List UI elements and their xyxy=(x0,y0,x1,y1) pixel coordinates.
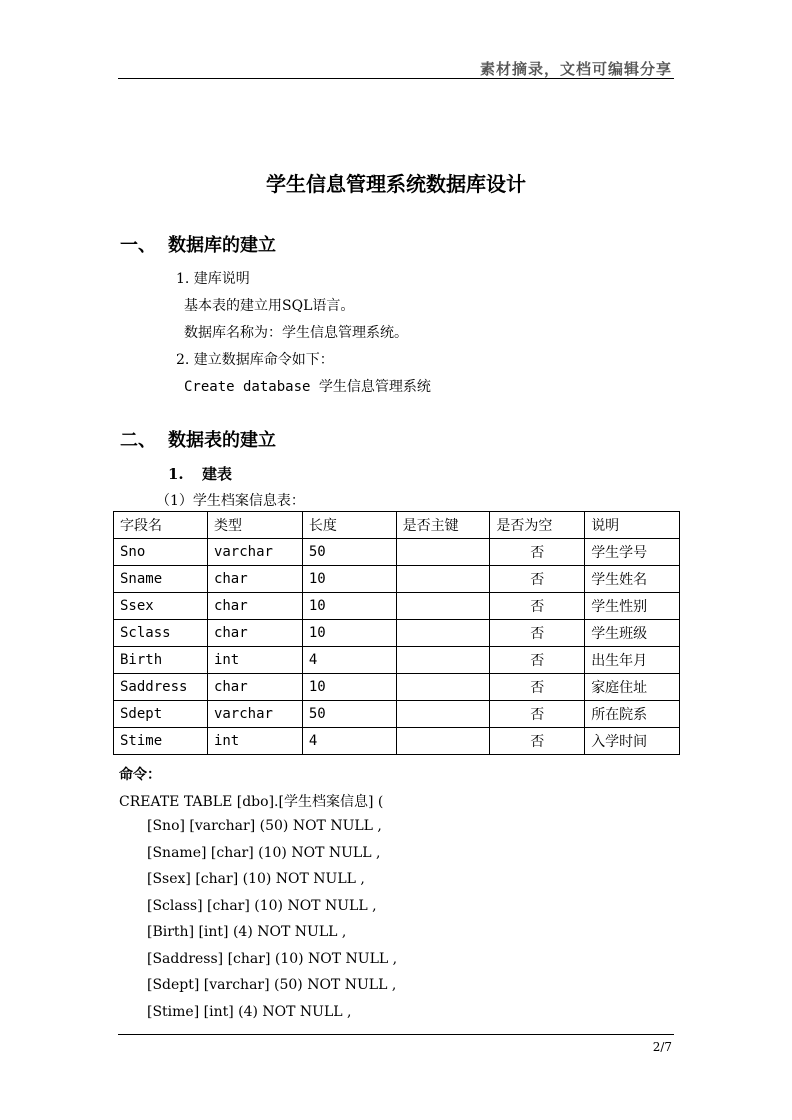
cell-nullable: 否 xyxy=(490,647,585,674)
section-1-title: 数据库的建立 xyxy=(168,235,276,256)
cell-field: Sdept xyxy=(114,701,208,728)
cell-nullable: 否 xyxy=(490,593,585,620)
sql-line: CREATE TABLE [dbo].[学生档案信息] ( xyxy=(119,794,384,810)
section-1-line-2: 基本表的建立用SQL语言。 xyxy=(184,298,355,314)
table-row xyxy=(114,647,680,674)
header-nullable: 是否为空 xyxy=(490,512,585,539)
table-row xyxy=(114,620,680,647)
cell-description: 家庭住址 xyxy=(585,674,680,701)
section-1-line-1: 1. 建库说明 xyxy=(176,271,250,287)
cell-length: 4 xyxy=(302,728,396,755)
table-row xyxy=(114,701,680,728)
section-1-number: 一、 xyxy=(120,235,156,256)
table-caption: （1）学生档案信息表： xyxy=(156,493,305,509)
section-1-line-3: 数据库名称为：学生信息管理系统。 xyxy=(184,325,408,341)
header-description: 说明 xyxy=(585,512,680,539)
header-type: 类型 xyxy=(207,512,302,539)
cell-nullable: 否 xyxy=(490,620,585,647)
cell-length: 10 xyxy=(302,593,396,620)
header-note: 素材摘录，文档可编辑分享 xyxy=(479,60,672,78)
sql-line: [Sname] [char] (10) NOT NULL , xyxy=(147,845,381,861)
cell-type: int xyxy=(207,728,302,755)
sql-line: [Sdept] [varchar] (50) NOT NULL , xyxy=(147,977,397,993)
header-primary-key: 是否主键 xyxy=(396,512,490,539)
cell-length: 4 xyxy=(302,647,396,674)
cell-type: varchar xyxy=(207,539,302,566)
student-archive-table xyxy=(113,511,680,755)
cell-description: 入学时间 xyxy=(585,728,680,755)
table-row xyxy=(114,539,680,566)
subsection-heading xyxy=(168,463,232,484)
cell-type: char xyxy=(207,593,302,620)
cell-nullable: 否 xyxy=(490,728,585,755)
section-1-line-4: 2. 建立数据库命令如下： xyxy=(176,352,334,368)
cell-length: 10 xyxy=(302,674,396,701)
cell-primary-key xyxy=(396,539,490,566)
cell-type: varchar xyxy=(207,701,302,728)
document-title: 学生信息管理系统数据库设计 xyxy=(266,172,526,196)
cell-primary-key xyxy=(396,728,490,755)
section-1-heading xyxy=(120,231,276,257)
cell-length: 50 xyxy=(302,539,396,566)
sql-line: [Sclass] [char] (10) NOT NULL , xyxy=(147,898,377,914)
cell-field: Birth xyxy=(114,647,208,674)
table-row xyxy=(114,674,680,701)
sql-line: [Birth] [int] (4) NOT NULL , xyxy=(147,924,347,940)
cell-field: Sname xyxy=(114,566,208,593)
cell-type: char xyxy=(207,620,302,647)
sql-line: [Ssex] [char] (10) NOT NULL , xyxy=(147,871,365,887)
cell-length: 10 xyxy=(302,566,396,593)
section-1-line-5: Create database 学生信息管理系统 xyxy=(184,379,431,395)
cell-description: 学生性别 xyxy=(585,593,680,620)
header-length: 长度 xyxy=(302,512,396,539)
page-number: 2/7 xyxy=(652,1040,672,1054)
sql-line: [Stime] [int] (4) NOT NULL , xyxy=(147,1004,352,1020)
cell-nullable: 否 xyxy=(490,539,585,566)
command-label: 命令： xyxy=(119,767,161,783)
cell-type: char xyxy=(207,566,302,593)
table-header-row xyxy=(114,512,680,539)
cell-field: Saddress xyxy=(114,674,208,701)
section-2-number: 二、 xyxy=(120,430,156,451)
cell-field: Sno xyxy=(114,539,208,566)
cell-primary-key xyxy=(396,674,490,701)
sql-line: [Sno] [varchar] (50) NOT NULL , xyxy=(147,818,382,834)
cell-field: Ssex xyxy=(114,593,208,620)
cell-description: 学生班级 xyxy=(585,620,680,647)
section-2-heading xyxy=(120,426,276,452)
cell-description: 学生姓名 xyxy=(585,566,680,593)
cell-description: 所在院系 xyxy=(585,701,680,728)
cell-primary-key xyxy=(396,701,490,728)
section-2-title: 数据表的建立 xyxy=(168,430,276,451)
cell-description: 出生年月 xyxy=(585,647,680,674)
footer-divider xyxy=(118,1034,674,1035)
cell-length: 10 xyxy=(302,620,396,647)
cell-description: 学生学号 xyxy=(585,539,680,566)
cell-nullable: 否 xyxy=(490,674,585,701)
table-row xyxy=(114,593,680,620)
cell-field: Stime xyxy=(114,728,208,755)
subsection-number: 1. xyxy=(168,465,184,483)
sql-line: [Saddress] [char] (10) NOT NULL , xyxy=(147,951,398,967)
cell-primary-key xyxy=(396,620,490,647)
cell-type: char xyxy=(207,674,302,701)
cell-nullable: 否 xyxy=(490,701,585,728)
cell-type: int xyxy=(207,647,302,674)
cell-primary-key xyxy=(396,593,490,620)
header-divider xyxy=(118,78,674,79)
cell-length: 50 xyxy=(302,701,396,728)
cell-primary-key xyxy=(396,647,490,674)
cell-nullable: 否 xyxy=(490,566,585,593)
cell-primary-key xyxy=(396,566,490,593)
cell-field: Sclass xyxy=(114,620,208,647)
table-row xyxy=(114,566,680,593)
table-row xyxy=(114,728,680,755)
header-field-name: 字段名 xyxy=(114,512,208,539)
subsection-title: 建表 xyxy=(202,465,233,483)
